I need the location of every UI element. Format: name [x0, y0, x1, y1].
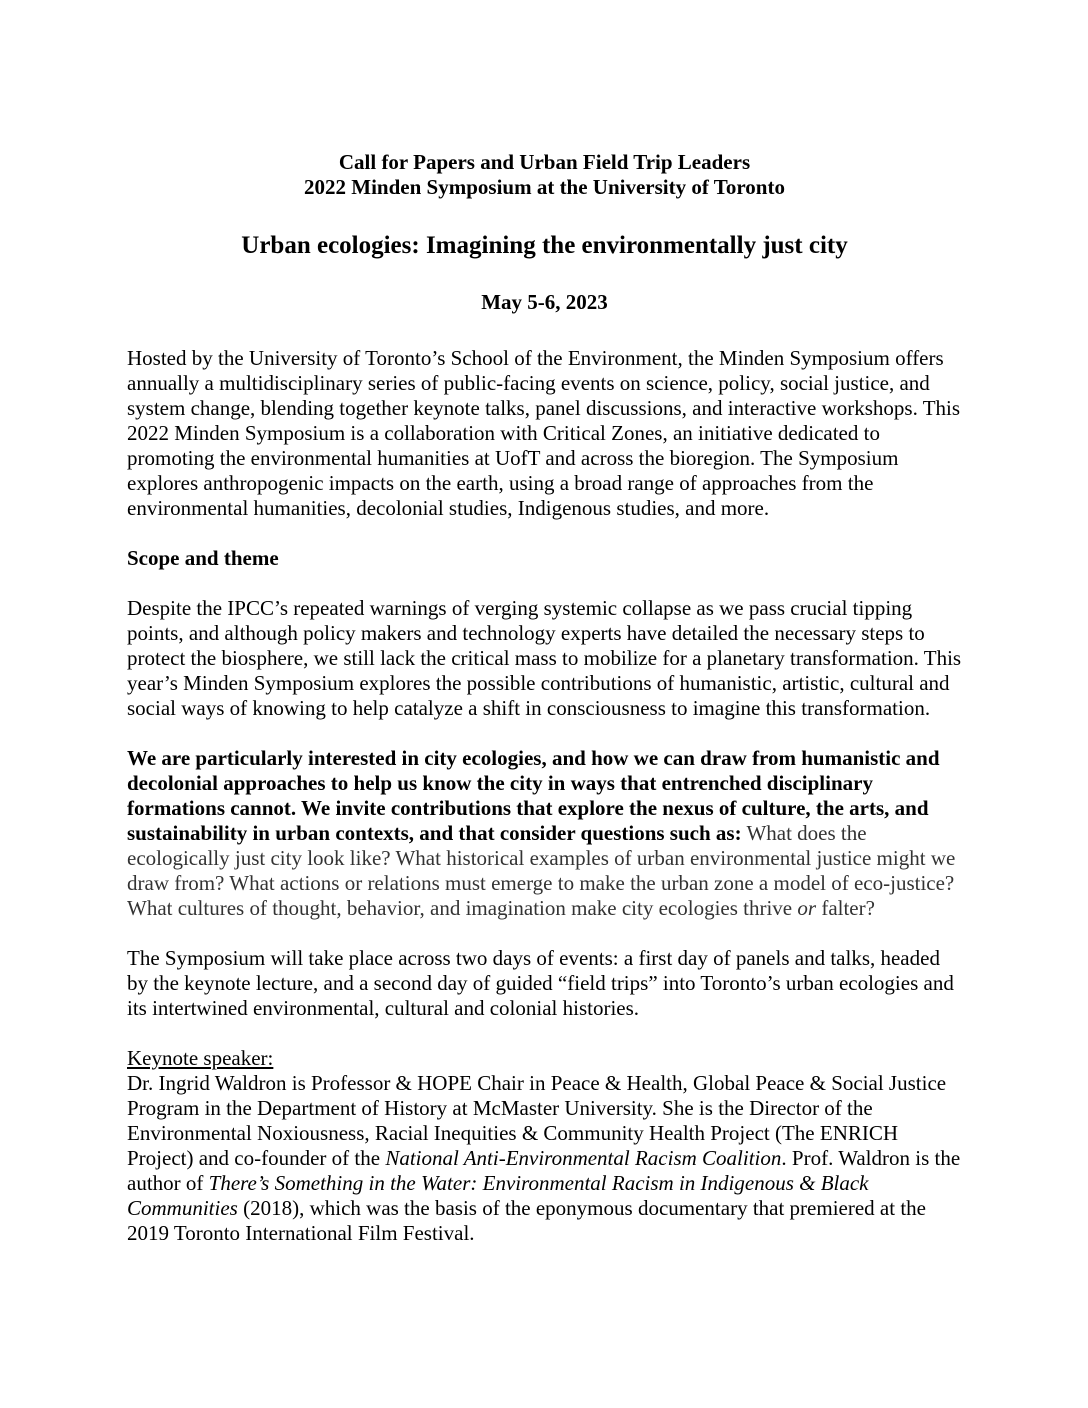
- interest-paragraph: [127, 746, 962, 921]
- keynote-speaker-heading: Keynote speaker:: [127, 1046, 274, 1070]
- keynote-book-title: There’s Something in the Water: Environmental Racism in Indigenous & Black Communities: [127, 1171, 869, 1220]
- interest-questions-tail: falter?: [816, 896, 875, 920]
- keynote-bio-text-3: (2018), which was the basis of the eponymous documentary that premiered at the 2019 Toronto International Film Festival.: [127, 1196, 926, 1245]
- keynote-speaker-paragraph: [127, 1071, 962, 1246]
- interest-questions-text: What does the ecologically just city look like? What historical examples of urban environmental justice might we draw from? What actions or relations must emerge to make the urban zone a model of eco-justice? What cultures of thought, behavior, and imagination make city ecologies thrive: [127, 821, 956, 920]
- keynote-bio-text-1: Dr. Ingrid Waldron is Professor & HOPE Chair in Peace & Health, Global Peace & Social Justice Program in the Department of History at McMaster University. She is the Director of the Environmental Noxiousness, Racial Inequities & Community Health Project (The ENRICH Project) and co-founder of the: [127, 1071, 947, 1170]
- event-date: May 5-6, 2023: [481, 290, 608, 314]
- document-title: Urban ecologies: Imagining the environmentally just city: [241, 232, 848, 259]
- intro-paragraph: Hosted by the University of Toronto’s School of the Environment, the Minden Symposium offers annually a multidisciplinary series of public-facing events on science, policy, social justice, and system change, blending together keynote talks, panel discussions, and interactive workshops. This 2022 Minden Symposium is a collaboration with Critical Zones, an initiative dedicated to promoting the environmental humanities at UofT and across the bioregion. The Symposium explores anthropogenic impacts on the earth, using a broad range of approaches from the environmental humanities, decolonial studies, Indigenous studies, and more.: [127, 346, 961, 520]
- interest-italic-or: or: [797, 896, 817, 920]
- header-line-2: 2022 Minden Symposium at the University of Toronto: [304, 175, 785, 199]
- header-line-1: Call for Papers and Urban Field Trip Leaders: [338, 150, 751, 174]
- scope-paragraph: Despite the IPCC’s repeated warnings of verging systemic collapse as we pass crucial tipping points, and although policy makers and technology experts have detailed the necessary steps to protect the biosphere, we still lack the critical mass to mobilize for a planetary transformation. This year’s Minden Symposium explores the possible contributions of humanistic, artistic, cultural and social ways of knowing to help catalyze a shift in consciousness to imagine this transformation.: [127, 596, 962, 720]
- symposium-days-paragraph: The Symposium will take place across two days of events: a first day of panels and talks, headed by the keynote lecture, and a second day of guided “field trips” into Toronto’s urban ecologies and its intertwined environmental, cultural and colonial histories.: [127, 946, 954, 1020]
- keynote-coalition-title: National Anti-Environmental Racism Coalition: [385, 1146, 782, 1170]
- scope-and-theme-heading: Scope and theme: [127, 546, 279, 570]
- keynote-bio-text-2: . Prof. Waldron is the author of: [127, 1146, 961, 1195]
- interest-bold-text: We are particularly interested in city ecologies, and how we can draw from humanistic and decolonial approaches to help us know the city in ways that entrenched disciplinary formations cannot. We invite contributions that explore the nexus of culture, the arts, and sustainability in urban contexts, and that consider questions such as:: [127, 746, 940, 845]
